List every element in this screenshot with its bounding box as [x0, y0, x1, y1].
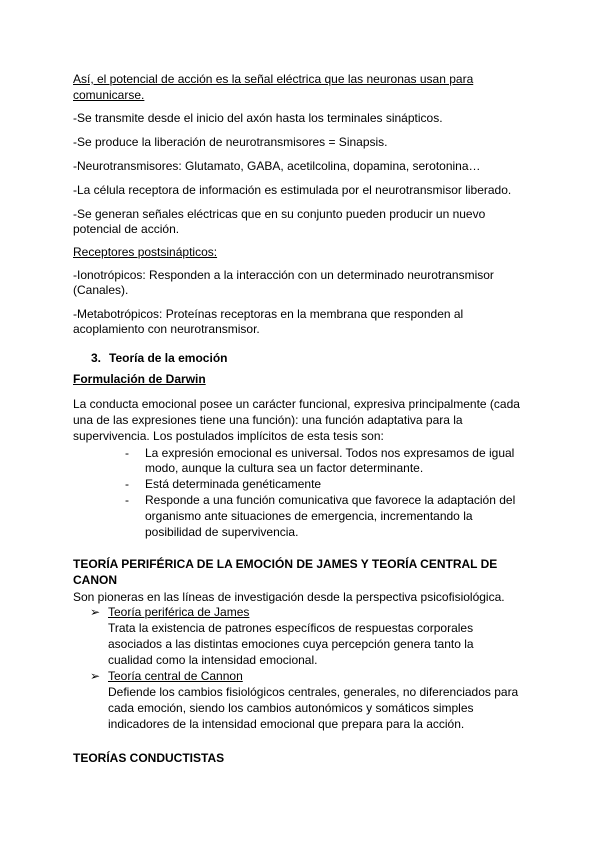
arrow-bullet-icon: ➢: [90, 669, 101, 683]
point-2: -Se produce la liberación de neurotransmisores = Sinapsis.: [73, 135, 388, 149]
section-title: Teoría de la emoción: [109, 351, 228, 365]
receptor-ionotropic-line-2: (Canales).: [73, 283, 129, 297]
bullet-3-line-3: posibilidad de supervivencia.: [145, 525, 299, 539]
bullet-1-line-2: modo, aunque la cultura sea un factor determinante.: [145, 461, 424, 475]
point-5-line-1: -Se generan señales eléctricas que en su conjunto pueden producir un nuevo: [73, 207, 486, 221]
darwin-subheading: Formulación de Darwin: [73, 372, 206, 386]
bullet-marker: -: [125, 477, 129, 491]
intro-line-2: comunicarse.: [73, 88, 145, 102]
cannon-theory-line-3: indicadores de la intensidad emocional que prepara para la acción.: [108, 717, 465, 731]
cannon-theory-title: Teoría central de Cannon: [108, 669, 243, 683]
conductistas-heading: TEORÍAS CONDUCTISTAS: [73, 751, 225, 765]
point-4: -La célula receptora de información es estimulada por el neurotransmisor liberado.: [73, 183, 512, 197]
receptors-heading: Receptores postsinápticos:: [73, 245, 218, 259]
bullet-marker: -: [125, 493, 129, 507]
bullet-3-line-2: organismo ante situaciones de emergencia, incrementando la: [145, 509, 473, 523]
section-number: 3.: [91, 351, 102, 365]
james-theory-line-1: Trata la existencia de patrones específicos de respuestas corporales: [108, 621, 474, 635]
bullet-1-line-1: La expresión emocional es universal. Todos nos expresamos de igual: [145, 446, 515, 460]
james-theory-line-3: cualidad como la intensidad emocional.: [108, 653, 318, 667]
darwin-para-line-3: supervivencia. Los postulados implícitos de esta tesis son:: [73, 429, 384, 443]
intro-line-1: Así, el potencial de acción es la señal eléctrica que las neuronas usan para: [73, 72, 474, 86]
point-5-line-2: potencial de acción.: [73, 222, 180, 236]
darwin-para-line-2: una de las expresiones tiene una función): una función adaptativa para la: [73, 413, 463, 427]
bullet-3-line-1: Responde a una función comunicativa que favorece la adaptación del: [145, 493, 516, 507]
cannon-theory-line-2: cada emoción, siendo los cambios autonómicos y somáticos simples: [108, 701, 474, 715]
cannon-theory-line-1: Defiende los cambios fisiológicos centrales, generales, no diferenciados para: [108, 685, 519, 699]
point-1: -Se transmite desde el inicio del axón hasta los terminales sinápticos.: [73, 111, 443, 125]
receptor-metabotropic-line-2: acoplamiento con neurotransmisor.: [73, 322, 260, 336]
bullet-2: Está determinada genéticamente: [145, 477, 322, 491]
darwin-para-line-1: La conducta emocional posee un carácter funcional, expresiva principalmente (cada: [73, 397, 520, 411]
james-heading-line-1: TEORÍA PERIFÉRICA DE LA EMOCIÓN DE JAMES Y TEORÍA CENTRAL DE: [73, 557, 498, 571]
receptor-metabotropic-line-1: -Metabotrópicos: Proteínas receptoras en la membrana que responden al: [73, 307, 464, 321]
james-heading-line-2: CANON: [73, 573, 117, 587]
james-theory-line-2: asociados a las distintas emociones cuya percepción genera tanto la: [108, 637, 474, 651]
point-3: -Neurotransmisores: Glutamato, GABA, acetilcolina, dopamina, serotonina…: [73, 159, 481, 173]
james-theory-title: Teoría periférica de James: [108, 605, 250, 619]
bullet-marker: -: [125, 446, 129, 460]
receptor-ionotropic-line-1: -Ionotrópicos: Responden a la interacción con un determinado neurotransmisor: [73, 268, 494, 282]
arrow-bullet-icon: ➢: [90, 605, 101, 619]
james-intro: Son pioneras en las líneas de investigación desde la perspectiva psicofisiológica.: [73, 590, 505, 604]
